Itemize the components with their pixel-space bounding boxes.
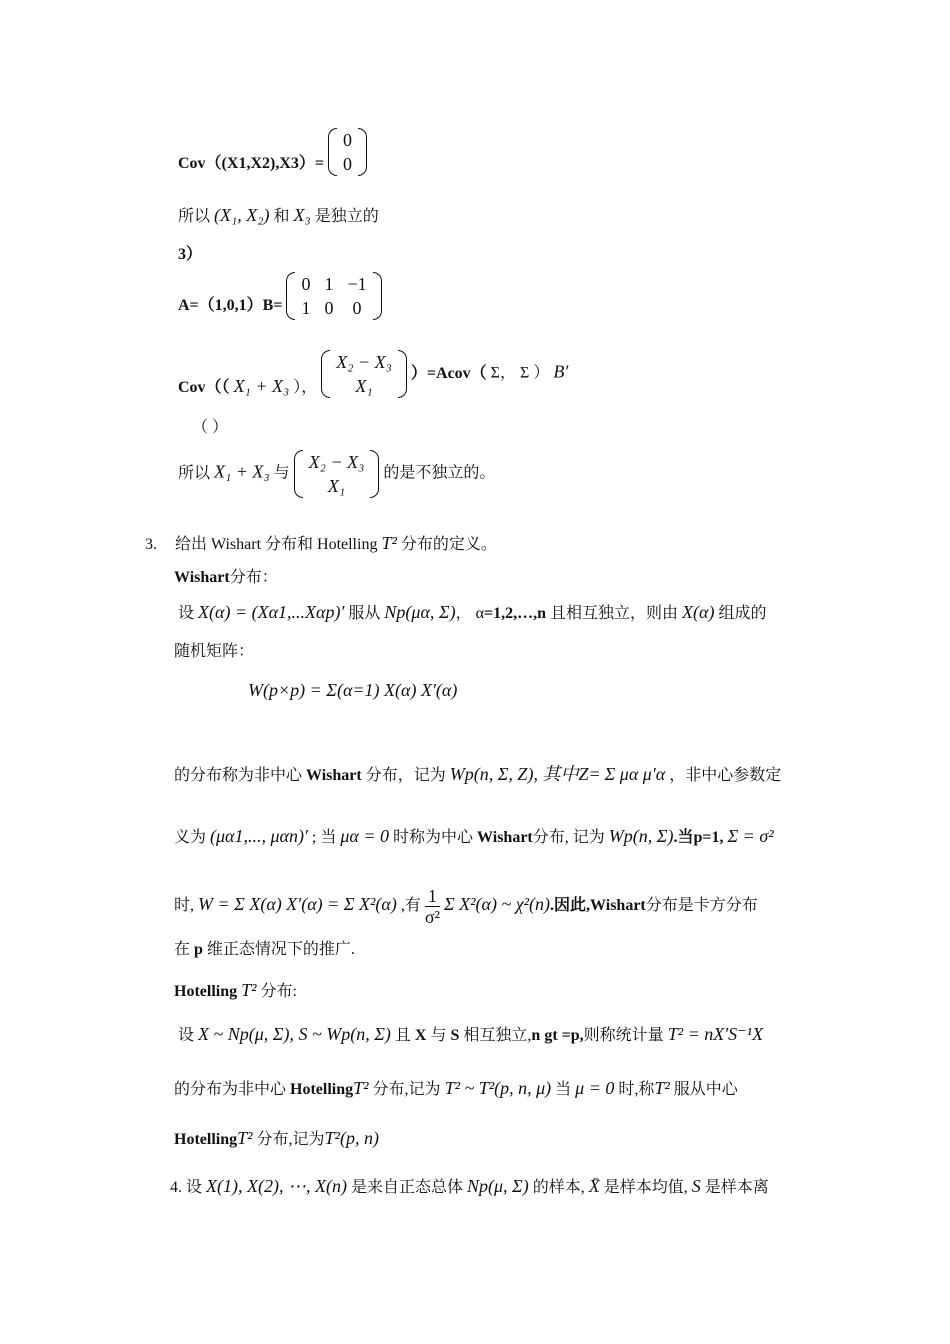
empty-parens: （ ） [192,419,229,436]
matrix-cell: 1 [324,274,334,294]
cov-x12-x3-row [178,128,367,176]
question-3 [145,533,497,555]
conclusion-dependent [178,450,495,498]
text: 是样本离 [704,1179,769,1196]
math-cond: μ = 0 [575,1078,615,1098]
math-sum: X₁ + X₃ [233,375,290,396]
text: 和 [273,208,290,225]
cov-label: Cov（(X1,X2),X3）= [178,154,324,172]
wishart-paragraph-2 [174,764,781,786]
text: 且相互独立，则由 [550,605,679,622]
text: 分布，记为 [365,767,446,784]
text: 当 [555,1081,572,1098]
math-pair: (X₁, X₂) [214,205,270,225]
matrix-cell: 0 [343,154,352,174]
bold-text: S [450,1027,460,1044]
math-sample: X(α) = (Xα1,...Xαp)′ [198,602,345,622]
text: 时称为中心 [393,829,474,846]
cov-label: Cov（（ [178,378,230,396]
math-sum: Σ μα μ′α [604,764,666,784]
matrix-cell: 0 [324,298,334,318]
text: 的是不独立的。 [383,464,496,482]
bold-text: X [414,1027,427,1044]
math-t2: T² [353,1078,369,1098]
math-xbar: X̄ [588,1176,600,1196]
text: 分布是卡方分布 [645,897,758,915]
text: ,有 [400,897,421,915]
bold-text: n gt =p, [531,1027,584,1044]
text: 分布: [260,983,297,1000]
text: 的样本, [532,1179,585,1196]
math-var: B′ [553,361,569,382]
text: 给出 Wishart 分布和 Hotelling [175,536,378,553]
bold-text: p=1, [693,829,724,846]
text: 分布,记为 [372,1081,441,1098]
text: ） [533,364,550,382]
question-4 [170,1176,769,1198]
bold-text: Hotelling [174,1131,238,1148]
fraction-denominator: σ² [424,907,440,927]
bold-text: Wishart [306,767,362,784]
text: 在 [174,941,191,958]
math-var: X₃ [293,205,311,225]
question-number: 3. [145,536,157,553]
math-t2: T² [381,533,397,553]
text: 设 [186,1179,203,1196]
text: 时, [174,897,195,915]
matrix-cell: 0 [343,130,352,150]
math-cond: Σ = σ² [727,826,774,846]
vector-cell: X₂ − X₃ [308,452,365,472]
text: 义为 [174,829,207,846]
text: 相互独立, [463,1027,532,1044]
bold-text: =1,2,…,n [484,605,547,622]
math-dist: Np(μα, Σ) [384,602,456,622]
math-notation: Wp(n, Σ) [608,826,674,846]
cov-sum-row [178,350,568,398]
math-sum: X₁ + X₃ [214,461,270,482]
bold-text: Hotelling [290,1081,354,1098]
hotelling-heading [174,980,297,1002]
hotelling-paragraph-1 [178,1024,763,1046]
math-seq: (μα1,..., μαn)′ [210,826,308,846]
text: 的分布为非中心 [174,1081,287,1098]
math-t2: T² [237,1128,253,1148]
text: 是来自正态总体 [350,1179,463,1196]
text: 分布, 记为 [532,829,605,846]
text: 且 [394,1027,411,1044]
math-notation: T² ~ T²(p, n, μ) [444,1078,552,1098]
text: ）， [293,378,318,396]
math-alpha: α [475,605,485,622]
text: 组成的 [718,605,767,622]
text: .因此, [550,897,591,915]
wishart-paragraph-1b: 随机矩阵： [174,643,255,660]
matrix-cell: 0 [301,274,311,294]
math-var: X(α) [682,602,715,622]
text: .当 [673,829,694,846]
math-notation: T²(p, n) [324,1128,379,1148]
text: 服从中心 [673,1081,738,1098]
math-notation: Wp(n, Σ, Z), 其中Z= [449,764,601,784]
conclusion-independent [178,205,379,227]
math-dist: X ~ Np(μ, Σ), S ~ Wp(n, Σ) [198,1024,391,1044]
text: ）=Acov（ [410,364,487,382]
vector-cell: X₁ [327,476,346,496]
text: 分布： [229,569,278,586]
text: 时,称 [618,1081,655,1098]
text: 设 [178,1027,195,1044]
math-formula: Σ X²(α) ~ χ²(n) [443,894,551,915]
wishart-paragraph-4 [174,886,758,927]
text: ， [455,605,472,622]
vector-cell: X₁ [355,376,373,396]
sigma-pair: Σ， Σ [490,364,530,382]
text: 则称统计量 [583,1027,664,1044]
wishart-heading [174,568,278,588]
zero-vector [328,128,367,176]
matrix-cell: 0 [352,298,362,318]
vector [294,450,380,498]
text: 所以 [178,464,211,482]
text: ，非中心参数定 [669,767,782,784]
bold-text: Hotelling [174,983,238,1000]
math-t2: T² [241,980,257,1000]
text: ; 当 [311,829,337,846]
text: 与 [273,464,290,482]
matrix-cell: −1 [347,274,367,294]
text: 维正态情况下的推广. [206,941,355,958]
text: 是样本均值, [603,1179,688,1196]
fraction [425,886,440,927]
bold-text: p [194,941,203,958]
text: 所以 [178,208,211,225]
text: 与 [430,1027,447,1044]
math-stat: T² = nX′S⁻¹X [667,1024,764,1044]
hotelling-paragraph-3 [174,1128,379,1150]
text: 分布的定义。 [400,536,497,553]
math-formula: W = Σ X(α) X′(α) = Σ X²(α) [198,894,397,915]
text: 是独立的 [314,208,379,225]
question-number: 4. [170,1179,182,1196]
math-cond: μα = 0 [340,826,390,846]
fraction-numerator: 1 [425,886,440,907]
bold-text: Wishart [590,897,646,915]
b-matrix [286,272,381,320]
text: 服从 [348,605,381,622]
a-label: A=（1,0,1）B= [178,296,283,314]
math-formula: W(p×p) = Σ(α=1) X(α) X′(α) [248,680,458,700]
bold-text: Wishart [174,569,230,586]
text: 设 [178,605,195,622]
wishart-formula [248,680,457,702]
vector [321,350,407,398]
text: 的分布称为非中心 [174,767,303,784]
math-samples: X(1), X(2), ⋯, X(n) [206,1176,347,1196]
text: 分布,记为 [256,1131,325,1148]
wishart-paragraph-5 [174,940,355,960]
part-3-label: 3） [178,246,203,263]
math-t2: T² [654,1078,670,1098]
math-var: S [691,1176,701,1196]
matrix-cell: 1 [301,298,311,318]
wishart-paragraph-1 [178,602,767,624]
ab-definition [178,272,382,320]
bold-text: Wishart [477,829,533,846]
wishart-paragraph-3 [174,826,774,848]
hotelling-paragraph-2 [174,1078,738,1100]
vector-cell: X₂ − X₃ [336,352,392,372]
math-dist: Np(μ, Σ) [466,1176,529,1196]
